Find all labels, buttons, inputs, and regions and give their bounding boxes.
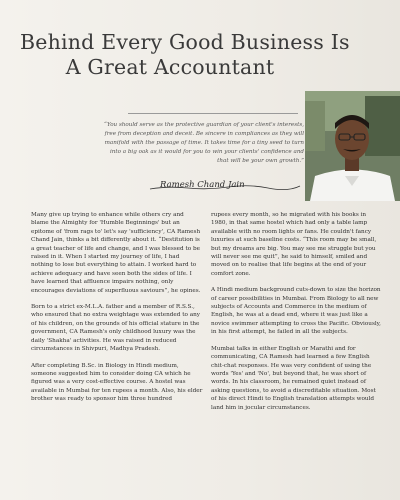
paragraph: A Hindi medium background cuts-down to size the horizon of career possibilities in Mumbai. From Biology to all new subjects of Accounts and Commerce in the medium of English, he was at a dead end, where it was just like a novice swimmer attempting to cross the Pacific. Obviously, in his first attempt, he failed in all the subjects. <box>211 287 381 336</box>
paragraph: Born to a strict ex-M.L.A. father and a member of R.S.S., who ensured that no extra weightage was extended to any of his children, on the grounds of his official stature in the government, CA Ramesh's only childhood luxury was the daily 'Shakha' activities. He was raised in reduced circumstances in Shivpuri, Madhya Pradesh. <box>31 304 200 353</box>
article-title <box>20 30 350 80</box>
article-left-column <box>31 211 203 412</box>
paragraph: rupees every month, so he migrated with his books in 1980, in that same hostel which had only a table lamp available with no room lights or fans. He couldn't fancy luxuries at such baseline costs. “This room may be small, but my dreams are big. You may see me struggle but you will never see me quit”, he said to himself, smiled and moved on to realise that life begins at the end of your comfort zone. <box>211 212 377 277</box>
paragraph: Many give up trying to enhance while others cry and blame the Almighty for 'Humble Beginnings' but an epitome of 'from rags to' let's say 'sufficiency', CA Ramesh Chand Jain, thinks a bit differently about it. “Destitution is a great teacher of life and change, and I was blessed to be raised in it. When I started my journey of life, I had nothing to lose but everything to attain. I worked hard to achieve adequacy and have seen both the sides of life. I have learned that affluence impairs nothing, only encourages deviations of superfluous saviours”, he opines. <box>31 212 201 294</box>
portrait-photo <box>305 91 400 201</box>
title-line-2: A Great Accountant <box>65 55 275 79</box>
paragraph: Mumbai talks in either English or Marathi and for communicating, CA Ramesh had learned a few English chit-chat responses. He was very confident of using the words 'Yes' and 'No', but beyond that, he was short of words. In his classroom, he remained quiet instead of asking questions, to avoid a discreditable situation. Most of his direct Hindi to English translation attempts would land him in jocular circumstances. <box>211 345 376 411</box>
signature-text: Ramesh Chand Jain <box>160 180 245 190</box>
article-right-column <box>211 211 383 420</box>
quote-divider <box>128 113 298 114</box>
signature <box>148 177 303 193</box>
title-line-1: Behind Every Good Business Is <box>20 30 350 54</box>
paragraph: After completing B.Sc. in Biology in Hindi medium, someone suggested him to consider doing CA which he figured was a very cost-effective course. A hostel was available in Mumbai for ten rupees a month. Also, his elder brother was ready to sponsor him three hundred <box>31 362 203 403</box>
pull-quote: “You should serve as the protective guardian of your client's interests, free from deception and deceit. Be sincere in compliances as they will manifold with the passage of time. It takes time for a tiny seed to turn into a big oak as it would for you to win your clients' confidence and that will be your own growth.” <box>103 122 304 164</box>
